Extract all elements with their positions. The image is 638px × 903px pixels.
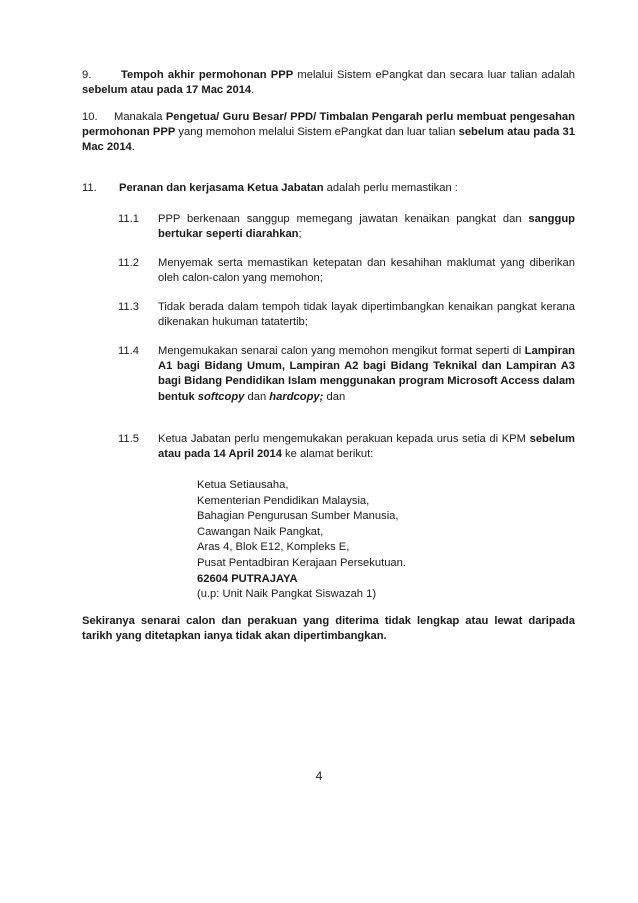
subitem-11-2 bbox=[118, 256, 575, 286]
page-number: 4 bbox=[315, 769, 323, 783]
subitem-11-1-number: 11.1 bbox=[118, 213, 139, 225]
address-line-8: (u.p: Unit Naik Pangkat Siswazah 1) bbox=[197, 588, 377, 601]
subitem-11-3-text: Tidak berada dalam tempoh tidak layak dipertimbangkan kenaikan pangkat kerana dikenakan hukuman tatatertib; bbox=[158, 301, 575, 329]
address-line-6: Pusat Pentadbiran Kerajaan Persekutuan. bbox=[197, 556, 406, 569]
paragraph-9-number: 9. bbox=[82, 69, 92, 81]
subitem-11-1-text-1: PPP berkenaan sanggup memegang jawatan kenaikan pangkat dan bbox=[158, 213, 529, 225]
closing-statement: Sekiranya senarai calon dan perakuan yang diterima tidak lengkap atau lewat daripada tarikh yang ditetapkan ianya tidak akan dipertimbangkan. bbox=[82, 615, 575, 643]
paragraph-10-text-1: Manakala bbox=[114, 111, 166, 123]
paragraph-10 bbox=[82, 110, 575, 156]
paragraph-11 bbox=[82, 181, 575, 196]
address-line-2: Kementerian Pendidikan Malaysia, bbox=[197, 494, 370, 507]
subitem-11-4-text-1: Mengemukakan senarai calon yang memohon mengikut format seperti di bbox=[158, 345, 525, 357]
paragraph-9-text-1: melalui Sistem ePangkat dan secara luar talian adalah bbox=[293, 69, 576, 81]
subitem-11-5 bbox=[118, 432, 575, 462]
subitem-11-3 bbox=[118, 300, 575, 330]
subitem-11-2-text: Menyemak serta memastikan ketepatan dan kesahihan maklumat yang diberikan oleh calon-calon yang memohon; bbox=[158, 257, 575, 285]
paragraph-10-text-3: . bbox=[131, 141, 135, 154]
paragraph-10-text-2: yang memohon melalui Sistem ePangkat dan luar talian bbox=[175, 126, 459, 139]
address-line-7: 62604 PUTRAJAYA bbox=[197, 572, 298, 585]
paragraph-10-number: 10. bbox=[82, 111, 98, 123]
paragraph-10-deadline: sebelum atau pada 31 Mac 2014 bbox=[82, 126, 575, 154]
subitem-11-3-number: 11.3 bbox=[118, 301, 139, 313]
subitem-11-5-number: 11.5 bbox=[118, 433, 139, 445]
subitem-11-1-text-2: ; bbox=[298, 228, 302, 241]
subitem-11-4-number: 11.4 bbox=[118, 345, 139, 357]
subitem-11-5-deadline: sebelum atau pada 14 April 2014 bbox=[158, 433, 575, 461]
subitem-11-5-text-2: ke alamat berikut: bbox=[281, 448, 374, 461]
subitem-11-4 bbox=[118, 344, 575, 405]
subitem-11-2-number: 11.2 bbox=[118, 257, 139, 269]
subitem-11-1 bbox=[118, 212, 575, 242]
subitem-11-4-text-3: dan bbox=[323, 390, 346, 403]
subitem-11-4-bold: Lampiran A1 bagi Bidang Umum, Lampiran A2 bagi Bidang Teknikal dan Lampiran A3 bagi Bidang Pendidikan Islam menggunakan program Microsoft Access dalam bentuk bbox=[158, 345, 575, 403]
subitem-11-1-bold: sanggup bertukar seperti diarahkan bbox=[158, 213, 575, 241]
paragraph-11-number: 11. bbox=[82, 182, 97, 194]
paragraph-9-deadline: sebelum atau pada 17 Mac 2014 bbox=[82, 84, 252, 97]
subitem-11-4-hardcopy: hardcopy; bbox=[269, 390, 324, 403]
subitem-11-4-softcopy: softcopy bbox=[197, 390, 245, 403]
paragraph-11-text-1: adalah perlu memastikan : bbox=[323, 182, 458, 194]
address-line-1: Ketua Setiausaha, bbox=[197, 479, 289, 491]
address-line-5: Aras 4, Blok E12, Kompleks E, bbox=[197, 541, 350, 554]
mailing-address bbox=[197, 478, 517, 603]
subitem-11-5-text-1: Ketua Jabatan perlu mengemukakan perakuan kepada urus setia di KPM bbox=[158, 433, 530, 445]
paragraph-9 bbox=[82, 68, 575, 98]
paragraph-9-text-2: . bbox=[251, 84, 255, 97]
subitem-11-4-text-2: dan bbox=[244, 390, 270, 403]
paragraph-11-heading: Peranan dan kerjasama Ketua Jabatan bbox=[119, 182, 324, 194]
paragraph-9-bold-1: Tempoh akhir permohonan PPP bbox=[121, 69, 294, 81]
paragraph-10-bold-1: Pengetua/ Guru Besar/ PPD/ Timbalan Pengarah perlu membuat pengesahan permohonan PPP bbox=[82, 111, 575, 139]
address-line-4: Cawangan Naik Pangkat, bbox=[197, 525, 324, 538]
address-line-3: Bahagian Pengurusan Sumber Manusia, bbox=[197, 510, 399, 523]
